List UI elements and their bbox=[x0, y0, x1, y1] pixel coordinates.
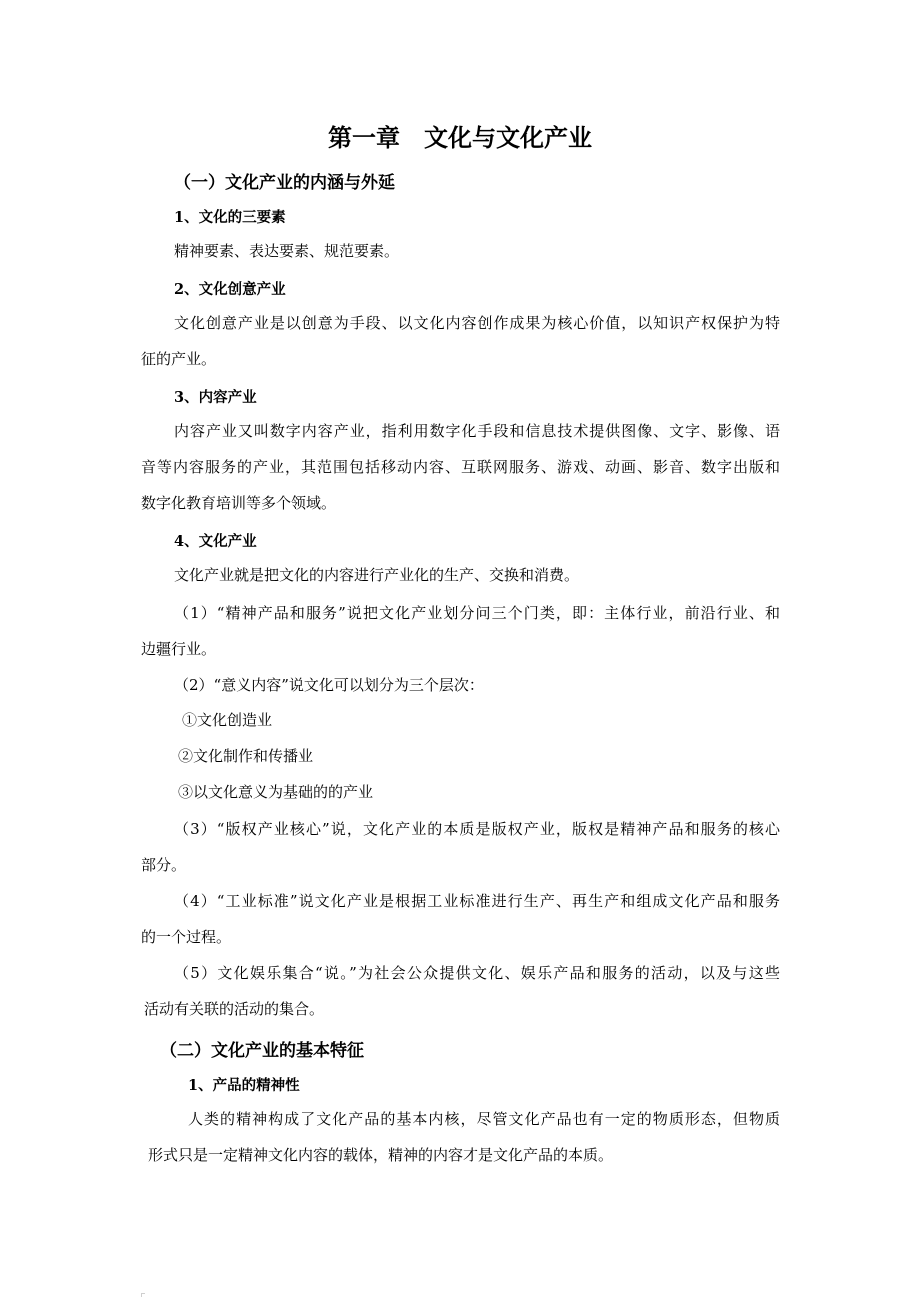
paragraph-line: 音等内容服务的产业，其范围包括移动内容、互联网服务、游戏、动画、影音、数字出版和 bbox=[141, 458, 780, 476]
paragraph-line: 文化创意产业是以创意为手段、以文化内容创作成果为核心价值，以知识产权保护为特 bbox=[174, 314, 780, 332]
item-heading-2: 2、文化创意产业 bbox=[174, 281, 286, 298]
paragraph: （2）“意义内容”说文化可以划分为三个层次： bbox=[174, 676, 484, 694]
paragraph-line: 数字化教育培训等多个领域。 bbox=[141, 494, 337, 512]
paragraph-line: （5）文化娱乐集合“说。”为社会公众提供文化、娱乐产品和服务的活动，以及与这些 bbox=[174, 964, 780, 982]
paragraph-line: 活动有关联的活动的集合。 bbox=[144, 1000, 325, 1018]
paragraph-line: 边疆行业。 bbox=[141, 640, 217, 658]
paragraph-line: 征的产业。 bbox=[141, 350, 217, 368]
item-heading-3: 3、内容产业 bbox=[174, 389, 257, 406]
paragraph-line: （1）“精神产品和服务”说把文化产业划分问三个门类，即：主体行业，前沿行业、和 bbox=[174, 604, 780, 622]
section-heading-1: （一）文化产业的内涵与外延 bbox=[174, 173, 395, 193]
paragraph-line: （3）“版权产业核心”说，文化产业的本质是版权产业，版权是精神产品和服务的核心 bbox=[174, 820, 780, 838]
item-heading-4: 4、文化产业 bbox=[174, 533, 257, 550]
margin-crop-mark bbox=[141, 1293, 145, 1297]
paragraph: 精神要素、表达要素、规范要素。 bbox=[174, 242, 400, 260]
list-item: ②文化制作和传播业 bbox=[178, 747, 314, 765]
item-heading-1: 1、文化的三要素 bbox=[174, 209, 286, 226]
paragraph: 文化产业就是把文化的内容进行产业化的生产、交换和消费。 bbox=[174, 566, 580, 584]
paragraph-line: 形式只是一定精神文化内容的载体，精神的内容才是文化产品的本质。 bbox=[148, 1146, 614, 1164]
paragraph-line: 的一个过程。 bbox=[141, 928, 232, 946]
paragraph-line: 部分。 bbox=[141, 856, 187, 874]
list-item: ③以文化意义为基础的的产业 bbox=[178, 783, 374, 801]
paragraph-line: （4）“工业标准”说文化产业是根据工业标准进行生产、再生产和组成文化产品和服务 bbox=[174, 892, 780, 910]
section-heading-2: （二）文化产业的基本特征 bbox=[160, 1041, 364, 1061]
chapter-title: 第一章 文化与文化产业 bbox=[328, 123, 592, 152]
paragraph-line: 内容产业又叫数字内容产业，指利用数字化手段和信息技术提供图像、文字、影像、语 bbox=[174, 422, 780, 440]
paragraph-line: 人类的精神构成了文化产品的基本内核，尽管文化产品也有一定的物质形态，但物质 bbox=[188, 1110, 780, 1128]
list-item: ①文化创造业 bbox=[182, 711, 273, 729]
item-heading-5: 1、产品的精神性 bbox=[188, 1077, 300, 1094]
